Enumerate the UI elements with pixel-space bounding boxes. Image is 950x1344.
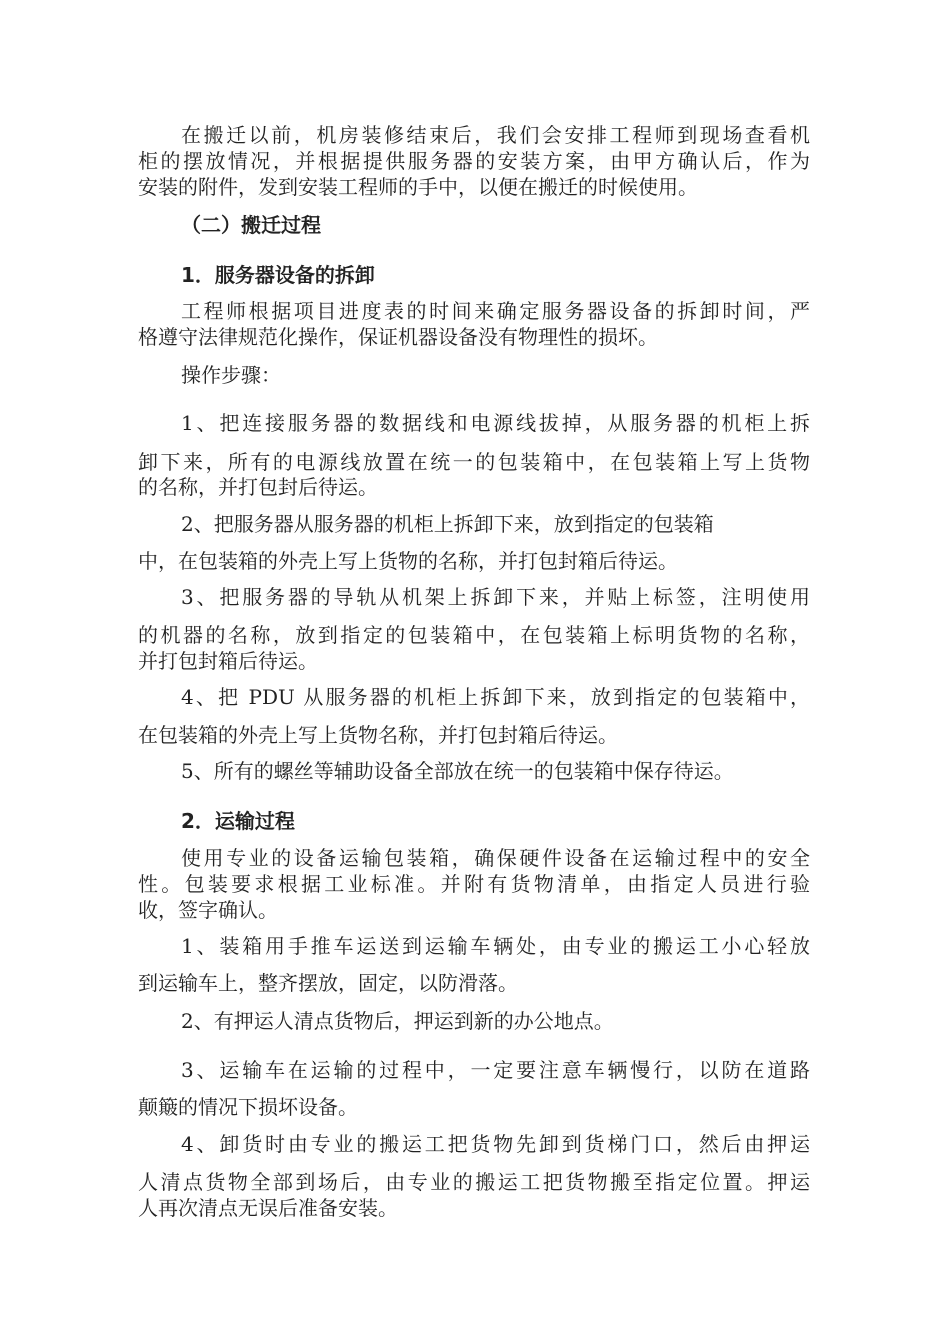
- list-item-line: 1、把连接服务器的数据线和电源线拔掉，从服务器的机柜上拆: [181, 411, 810, 435]
- section-heading: （二）搬迁过程: [181, 213, 321, 237]
- list-item-line: 到运输车上，整齐摆放，固定，以防滑落。: [138, 971, 518, 995]
- text-line: 操作步骤：: [181, 363, 281, 387]
- list-item-line: 中，在包装箱的外壳上写上货物的名称，并打包封箱后待运。: [138, 549, 678, 573]
- text-line: 使用专业的设备运输包装箱，确保硬件设备在运输过程中的安全: [181, 846, 810, 870]
- list-item-line: 4、把 PDU 从服务器的机柜上拆卸下来，放到指定的包装箱中，: [181, 685, 810, 709]
- list-item-line: 1、装箱用手推车运送到运输车辆处，由专业的搬运工小心轻放: [181, 934, 810, 958]
- list-item-line: 卸下来，所有的电源线放置在统一的包装箱中，在包装箱上写上货物: [138, 450, 810, 474]
- list-item-line: 4、卸货时由专业的搬运工把货物先卸到货梯门口，然后由押运: [181, 1132, 810, 1156]
- subsection-heading: 1．服务器设备的拆卸: [181, 263, 375, 287]
- text-line: 在搬迁以前，机房装修结束后，我们会安排工程师到现场查看机: [181, 123, 810, 147]
- list-item-line: 2、有押运人清点货物后，押运到新的办公地点。: [181, 1009, 614, 1033]
- list-item-line: 3、把服务器的导轨从机架上拆卸下来，并贴上标签，注明使用: [181, 585, 810, 609]
- list-item-line: 的名称，并打包封后待运。: [138, 475, 378, 499]
- text-line: 工程师根据项目进度表的时间来确定服务器设备的拆卸时间，严: [181, 299, 810, 323]
- list-item-line: 5、所有的螺丝等辅助设备全部放在统一的包装箱中保存待运。: [181, 759, 734, 783]
- list-item-line: 颠簸的情况下损坏设备。: [138, 1095, 358, 1119]
- list-item-line: 在包装箱的外壳上写上货物名称，并打包封箱后待运。: [138, 723, 618, 747]
- text-line: 安装的附件，发到安装工程师的手中，以便在搬迁的时候使用。: [138, 175, 698, 199]
- list-item-line: 人再次清点无误后准备安装。: [138, 1196, 398, 1220]
- list-item-line: 人清点货物全部到场后，由专业的搬运工把货物搬至指定位置。押运: [138, 1170, 810, 1194]
- text-line: 性。包装要求根据工业标准。并附有货物清单，由指定人员进行验: [138, 872, 810, 896]
- subsection-heading: 2．运输过程: [181, 809, 295, 833]
- text-line: 收，签字确认。: [138, 898, 278, 922]
- text-line: 格遵守法律规范化操作，保证机器设备没有物理性的损坏。: [138, 325, 658, 349]
- text-line: 柜的摆放情况，并根据提供服务器的安装方案，由甲方确认后，作为: [138, 149, 810, 173]
- list-item-line: 2、把服务器从服务器的机柜上拆卸下来，放到指定的包装箱: [181, 512, 714, 536]
- list-item-line: 并打包封箱后待运。: [138, 649, 318, 673]
- list-item-line: 3、运输车在运输的过程中，一定要注意车辆慢行，以防在道路: [181, 1058, 810, 1082]
- list-item-line: 的机器的名称，放到指定的包装箱中，在包装箱上标明货物的名称，: [138, 623, 810, 647]
